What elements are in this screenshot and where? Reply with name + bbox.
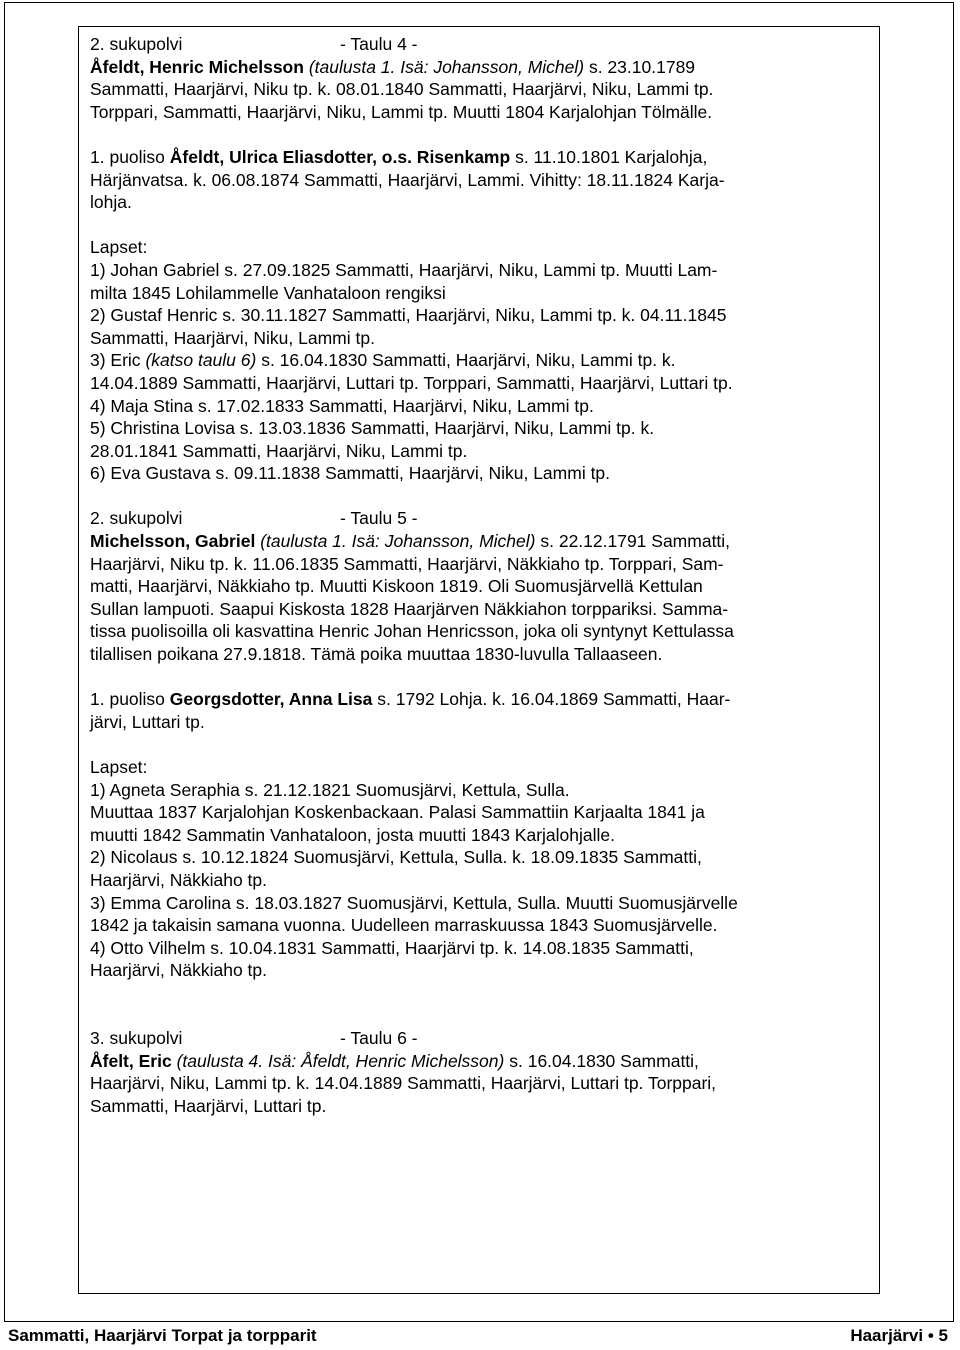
taulu4-person-line: [90, 56, 902, 79]
taulu4-spouse-line: [90, 146, 902, 169]
child-line: 5) Christina Lovisa s. 13.03.1836 Sammatti, Haarjärvi, Niku, Lammi tp. k.: [90, 418, 655, 439]
child-line: 3) Emma Carolina s. 18.03.1827 Suomusjärvi, Kettula, Sulla. Muutti Suomusjärvelle: [90, 892, 738, 913]
taulu5-spouse-line: [90, 688, 902, 711]
taulu-label: - Taulu 4 -: [340, 34, 418, 54]
child-line-eric: [90, 349, 902, 372]
spouse-prefix: 1. puoliso: [90, 689, 165, 710]
taulu5-spouse-line2: järvi, Luttari tp.: [90, 711, 205, 732]
child-line: Haarjärvi, Näkkiaho tp.: [90, 960, 268, 981]
footer-page: [850, 1326, 948, 1346]
taulu4-spouse-line3: lohja.: [90, 192, 132, 213]
child-line: 1842 ja takaisin samana vuonna. Uudelleen marraskuussa 1843 Suomusjärvelle.: [90, 915, 718, 936]
taulu5-person-line: [90, 530, 902, 553]
child-line: muutti 1842 Sammatin Vanhataloon, josta muutti 1843 Karjalohjalle.: [90, 824, 615, 845]
child-line: milta 1845 Lohilammelle Vanhataloon rengiksi: [90, 282, 446, 303]
person-name: Åfelt, Eric: [90, 1050, 172, 1071]
body-line: Haarjärvi, Niku tp. k. 11.06.1835 Sammatti, Haarjärvi, Näkkiaho tp. Torppari, Sam-: [90, 553, 724, 574]
child-line: 4) Otto Vilhelm s. 10.04.1831 Sammatti, Haarjärvi tp. k. 14.08.1835 Sammatti,: [90, 937, 694, 958]
child-line: Haarjärvi, Näkkiaho tp.: [90, 869, 268, 890]
child-line: 2) Nicolaus s. 10.12.1824 Suomusjärvi, Kettula, Sulla. k. 18.09.1835 Sammatti,: [90, 847, 702, 868]
spouse-name: Åfeldt, Ulrica Eliasdotter, o.s. Risenkamp: [169, 146, 511, 167]
taulu4-spouse-line2: Härjänvatsa. k. 06.08.1874 Sammatti, Haarjärvi, Lammi. Vihitty: 18.11.1824 Karja-: [90, 169, 725, 190]
spouse-birth: s. 11.10.1801 Karjalohja,: [515, 146, 708, 167]
origin-note: (taulusta 1. Isä: Johansson, Michel): [308, 56, 585, 77]
child-ref: (katso taulu 6): [145, 350, 257, 371]
taulu6-heading: [90, 1027, 902, 1050]
footer-section-label: Haarjärvi: [850, 1326, 924, 1345]
taulu4-line2: Sammatti, Haarjärvi, Niku tp. k. 08.01.1840 Sammatti, Haarjärvi, Niku, Lammi tp.: [90, 79, 714, 100]
child-line: 1) Johan Gabriel s. 27.09.1825 Sammatti, Haarjärvi, Niku, Lammi tp. Muutti Lam-: [90, 259, 718, 280]
birth-info: s. 16.04.1830 Sammatti,: [509, 1050, 699, 1071]
taulu5-heading: [90, 507, 902, 530]
taulu-label: - Taulu 5 -: [340, 508, 418, 529]
child-line: 1) Agneta Seraphia s. 21.12.1821 Suomusjärvi, Kettula, Sulla.: [90, 779, 570, 800]
body-line: Sullan lampuoti. Saapui Kiskosta 1828 Haarjärven Näkkiahon torppariksi. Samma-: [90, 598, 729, 619]
person-name: Åfeldt, Henric Michelsson: [90, 56, 304, 77]
body-line: Haarjärvi, Niku, Lammi tp. k. 14.04.1889 Sammatti, Haarjärvi, Luttari tp. Torppari,: [90, 1073, 717, 1094]
generation-label: 2. sukupolvi: [90, 508, 183, 529]
children-label: Lapset:: [90, 237, 148, 258]
child-prefix: 3) Eric: [90, 350, 141, 371]
taulu-label: - Taulu 6 -: [340, 1028, 418, 1049]
birth-info: s. 23.10.1789: [588, 56, 696, 77]
taulu4-line3: Torppari, Sammatti, Haarjärvi, Niku, Lammi tp. Muutti 1804 Karjalohjan Tölmälle.: [90, 101, 713, 122]
origin-note: (taulusta 4. Isä: Åfeldt, Henric Michelsson): [176, 1050, 505, 1071]
child-line: 14.04.1889 Sammatti, Haarjärvi, Luttari tp. Torppari, Sammatti, Haarjärvi, Luttari tp.: [90, 372, 733, 393]
body-line: matti, Haarjärvi, Näkkiaho tp. Muutti Kiskoon 1819. Oli Suomusjärvellä Kettulan: [90, 576, 703, 597]
child-line: Muuttaa 1837 Karjalohjan Koskenbackaan. Palasi Sammattiin Karjaalta 1841 ja: [90, 802, 705, 823]
footer-title: Sammatti, Haarjärvi Torpat ja torpparit: [8, 1326, 317, 1345]
child-rest: s. 16.04.1830 Sammatti, Haarjärvi, Niku, Lammi tp. k.: [261, 350, 676, 371]
spouse-rest: s. 1792 Lohja. k. 16.04.1869 Sammatti, Haar-: [377, 689, 731, 710]
child-line: 6) Eva Gustava s. 09.11.1838 Sammatti, Haarjärvi, Niku, Lammi tp.: [90, 463, 611, 484]
child-line: 4) Maja Stina s. 17.02.1833 Sammatti, Haarjärvi, Niku, Lammi tp.: [90, 395, 594, 416]
taulu4-heading: [90, 33, 902, 56]
footer-bullet: •: [927, 1326, 934, 1345]
spouse-prefix: 1. puoliso: [90, 146, 165, 167]
person-name: Michelsson, Gabriel: [90, 531, 256, 552]
body-line: tilallisen poikana 27.9.1818. Tämä poika muuttaa 1830-luvulla Tallaaseen.: [90, 644, 663, 665]
generation-label: 3. sukupolvi: [90, 1028, 183, 1049]
child-line: 2) Gustaf Henric s. 30.11.1827 Sammatti, Haarjärvi, Niku, Lammi tp. k. 04.11.1845: [90, 305, 727, 326]
generation-label: 2. sukupolvi: [90, 34, 183, 54]
spouse-name: Georgsdotter, Anna Lisa: [169, 689, 373, 710]
children-label: Lapset:: [90, 757, 148, 777]
page-number: 5: [938, 1326, 948, 1345]
child-line: 28.01.1841 Sammatti, Haarjärvi, Niku, Lammi tp.: [90, 440, 468, 461]
birth-info: s. 22.12.1791 Sammatti,: [540, 531, 731, 552]
body-line: tissa puolisoilla oli kasvattina Henric Johan Henricsson, joka oli syntynyt Kettulassa: [90, 621, 734, 642]
origin-note: (taulusta 1. Isä: Johansson, Michel): [260, 531, 536, 552]
child-line: Sammatti, Haarjärvi, Niku, Lammi tp.: [90, 327, 375, 348]
document-body: [90, 33, 902, 1118]
taulu6-person-line: [90, 1050, 902, 1073]
body-line: Sammatti, Haarjärvi, Luttari tp.: [90, 1095, 327, 1116]
